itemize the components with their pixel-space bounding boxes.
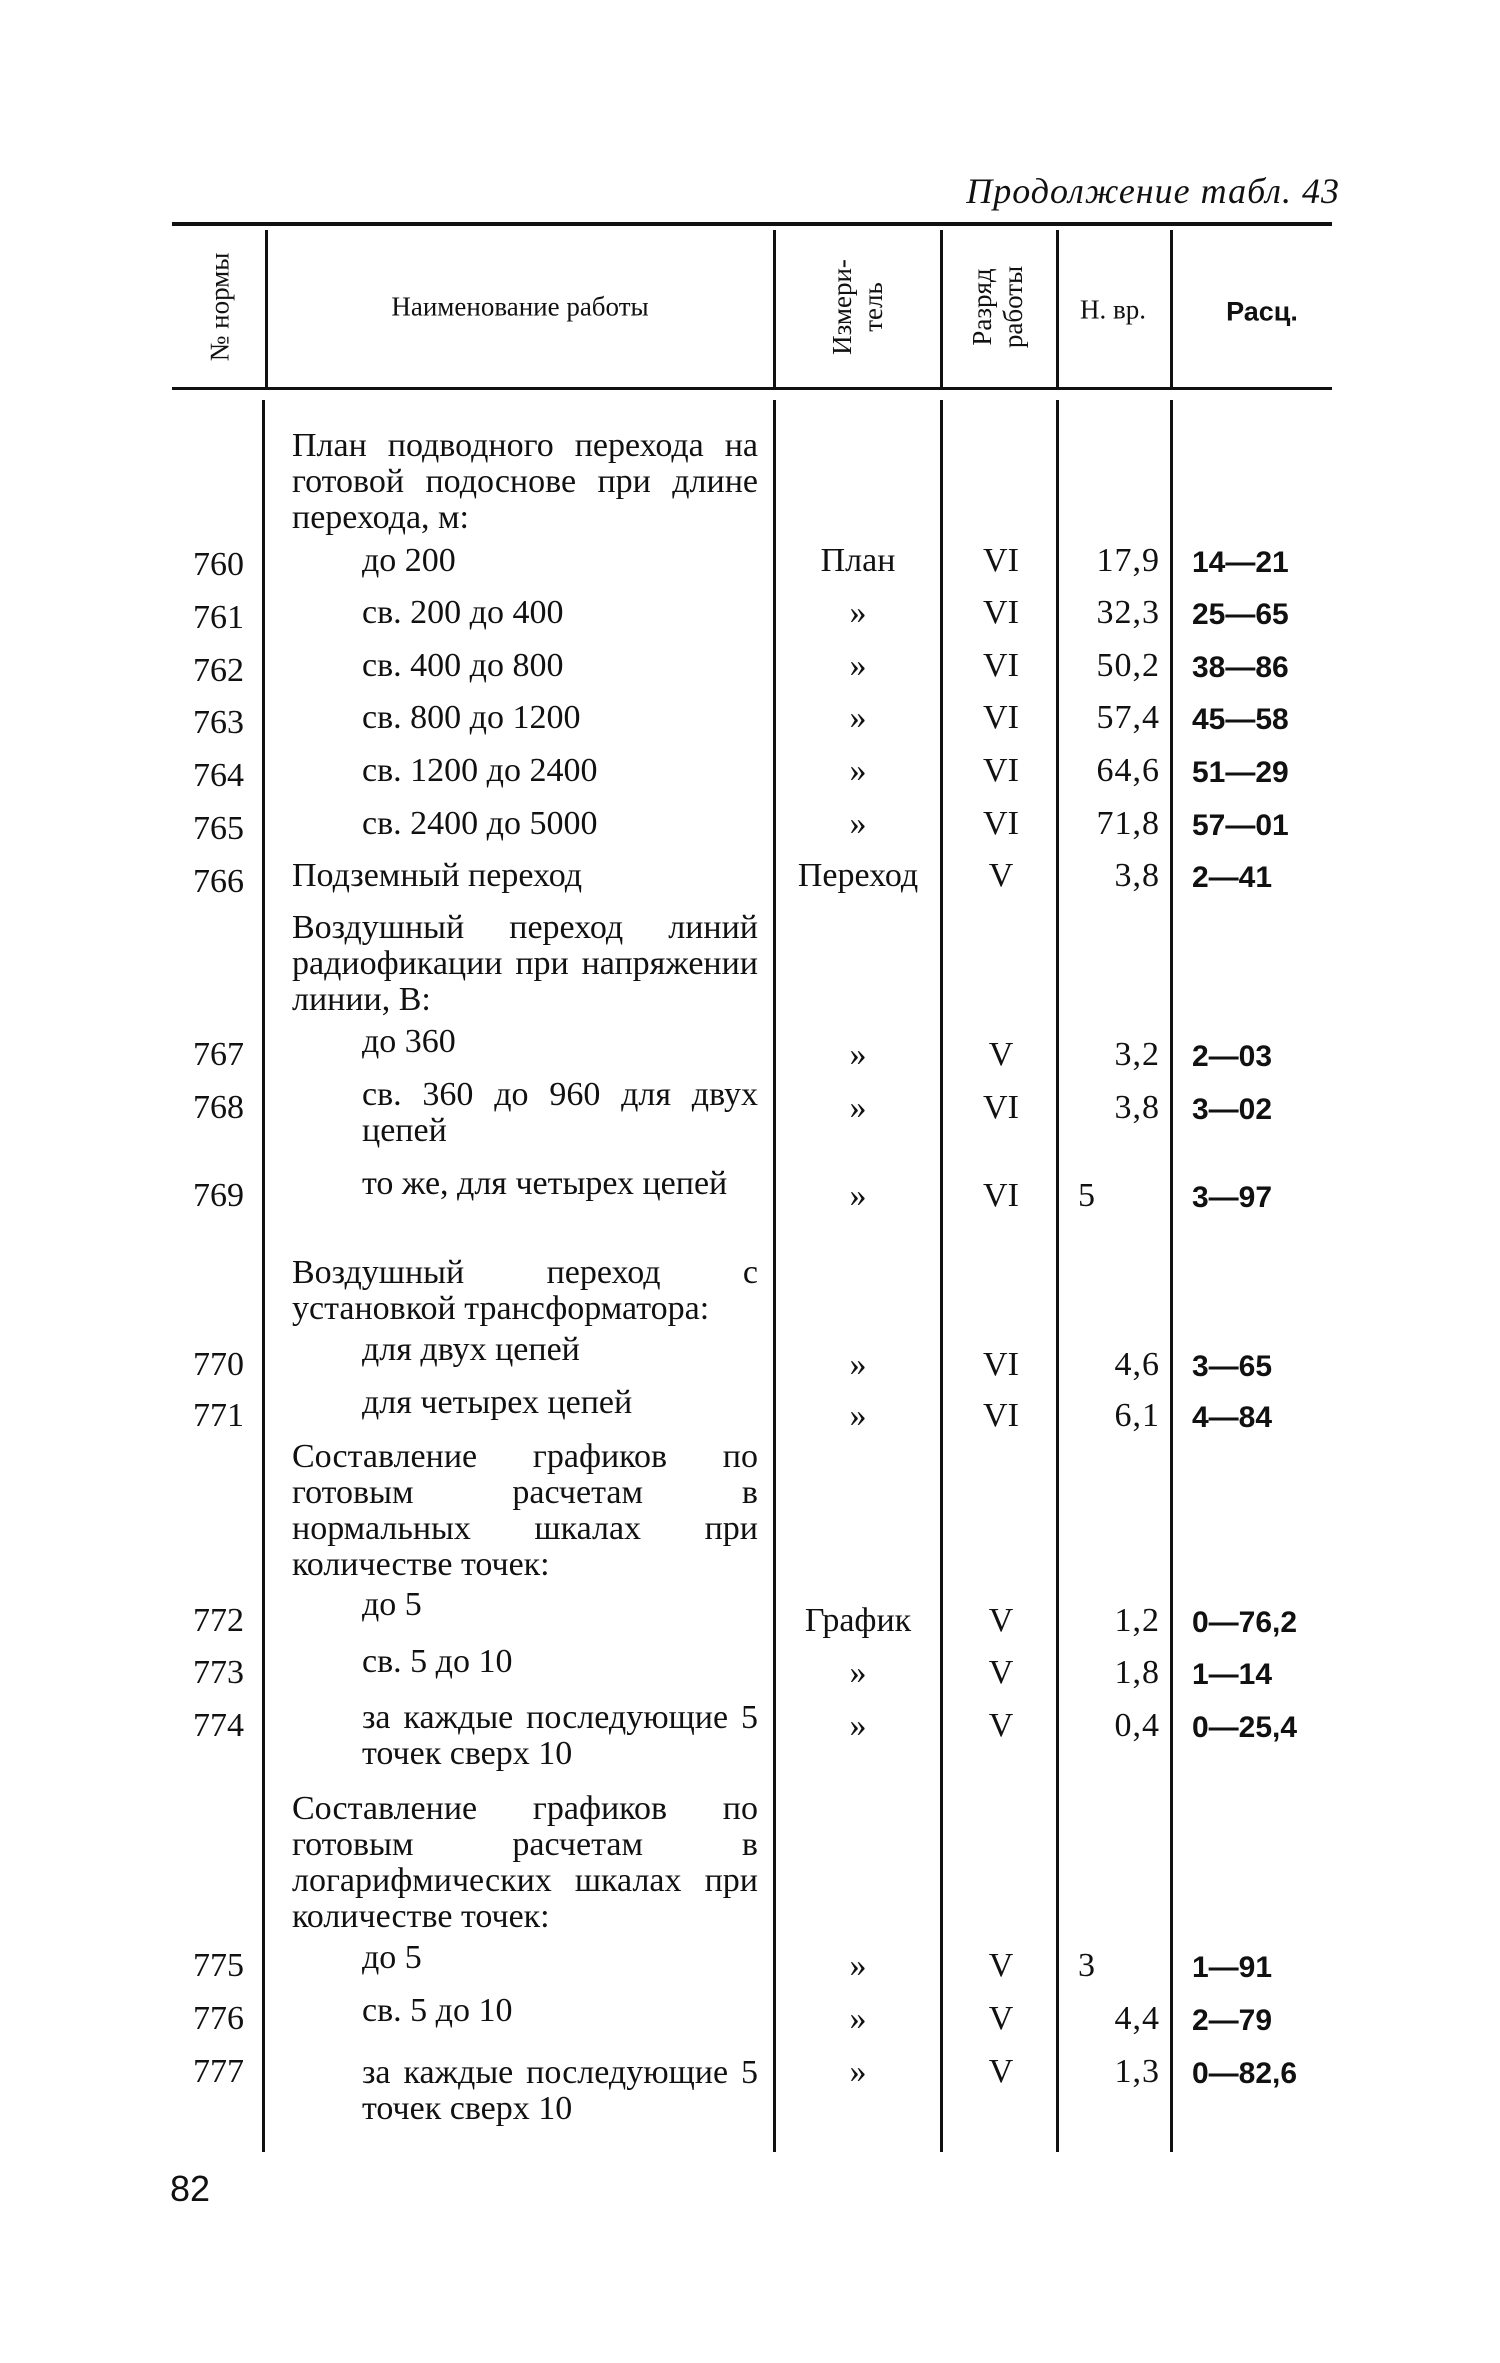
row-unit: » (849, 699, 867, 736)
row-grade: V (988, 857, 1014, 894)
row-unit: » (849, 1707, 867, 1744)
group-heading: Составление графиков по готовым расчетам в логарифмических шкалах при количестве точек: (292, 1790, 758, 1935)
row-name: св. 400 до 800 (362, 647, 564, 684)
row-nvr: 5 (1078, 1177, 1096, 1214)
row-num: 777 (193, 2053, 244, 2090)
row-num: 765 (193, 810, 244, 847)
row-grade: V (988, 1707, 1014, 1744)
header-name: Наименование работы (391, 291, 649, 322)
row-name: св. 360 до 960 для двух цепей (362, 1076, 758, 1149)
row-name: до 360 (362, 1023, 456, 1060)
row-unit: » (849, 1346, 867, 1383)
column-divider (1056, 400, 1059, 2152)
row-rate: 51—29 (1192, 756, 1289, 789)
column-divider (1170, 230, 1173, 387)
row-grade: VI (983, 1397, 1019, 1434)
row-num: 766 (193, 863, 244, 900)
row-name: св. 200 до 400 (362, 594, 564, 631)
row-name: св. 2400 до 5000 (362, 805, 598, 842)
row-nvr: 32,3 (1096, 594, 1160, 631)
header-unit (827, 259, 889, 355)
row-num: 774 (193, 1707, 244, 1744)
row-name: то же, для четырех цепей (362, 1165, 728, 1202)
column-divider (773, 400, 776, 2152)
row-unit: » (849, 1947, 867, 1984)
row-nvr: 1,8 (1114, 1654, 1160, 1691)
row-rate: 38—86 (1192, 651, 1289, 684)
row-nvr: 6,1 (1114, 1397, 1160, 1434)
row-grade: V (988, 2053, 1014, 2090)
header-nvr: Н. вр. (1080, 294, 1146, 325)
row-num: 762 (193, 652, 244, 689)
row-name: за каждые последующие 5 точек сверх 10 (362, 1699, 758, 1772)
row-name: Подземный переход (292, 857, 583, 894)
row-nvr: 0,4 (1114, 1707, 1160, 1744)
header-top-rule (172, 222, 1332, 226)
row-unit: » (849, 805, 867, 842)
row-name: для четырех цепей (362, 1384, 633, 1421)
row-num: 775 (193, 1947, 244, 1984)
row-unit: » (849, 2053, 867, 2090)
column-divider (1056, 230, 1059, 387)
row-nvr: 64,6 (1096, 752, 1160, 789)
header-unit-line1: Измери- (826, 259, 857, 355)
row-nvr: 1,3 (1114, 2053, 1160, 2090)
column-divider (262, 400, 265, 2152)
row-unit: » (849, 2000, 867, 2037)
header-grade-line1: Разряд (966, 268, 997, 346)
row-nvr: 3,2 (1114, 1036, 1160, 1073)
row-grade: V (988, 2000, 1014, 2037)
row-grade: VI (983, 594, 1019, 631)
header-grade (967, 266, 1029, 348)
row-nvr: 17,9 (1096, 542, 1160, 579)
row-rate: 3—97 (1192, 1181, 1273, 1214)
row-nvr: 1,2 (1114, 1602, 1160, 1639)
row-grade: V (988, 1654, 1014, 1691)
row-rate: 14—21 (1192, 546, 1289, 579)
row-rate: 0—25,4 (1192, 1711, 1298, 1744)
column-divider (265, 230, 268, 387)
row-grade: V (988, 1602, 1014, 1639)
row-unit: » (849, 1177, 867, 1214)
row-nvr: 4,4 (1114, 2000, 1160, 2037)
group-heading: План подводного перехода на готовой подоснове при длине перехода, м: (292, 427, 758, 536)
row-num: 776 (193, 2000, 244, 2037)
row-unit: » (849, 1036, 867, 1073)
row-num: 763 (193, 704, 244, 741)
row-num: 773 (193, 1654, 244, 1691)
row-rate: 3—02 (1192, 1093, 1273, 1126)
row-rate: 1—91 (1192, 1951, 1273, 1984)
column-divider (1170, 400, 1173, 2152)
row-rate: 57—01 (1192, 809, 1289, 842)
row-nvr: 50,2 (1096, 647, 1160, 684)
row-name: за каждые последующие 5 точек сверх 10 (362, 2054, 758, 2127)
column-divider (940, 400, 943, 2152)
row-name: св. 1200 до 2400 (362, 752, 598, 789)
row-rate: 2—41 (1192, 861, 1273, 894)
row-rate: 25—65 (1192, 598, 1289, 631)
row-grade: VI (983, 542, 1019, 579)
row-rate: 3—65 (1192, 1350, 1273, 1383)
row-num: 767 (193, 1036, 244, 1073)
row-name: св. 800 до 1200 (362, 699, 581, 736)
row-num: 771 (193, 1397, 244, 1434)
row-unit: Переход (797, 857, 919, 894)
row-unit: График (804, 1602, 912, 1639)
row-unit: » (849, 594, 867, 631)
row-rate: 2—79 (1192, 2004, 1273, 2037)
column-divider (773, 230, 776, 387)
row-name: св. 5 до 10 (362, 1992, 513, 2029)
row-nvr: 3,8 (1114, 1089, 1160, 1126)
row-num: 760 (193, 546, 244, 583)
row-grade: VI (983, 805, 1019, 842)
page-number: 82 (170, 2168, 211, 2209)
group-heading: Составление графиков по готовым расчетам в нормальных шкалах при количестве точек: (292, 1438, 758, 1583)
row-unit: » (849, 752, 867, 789)
row-rate: 2—03 (1192, 1040, 1273, 1073)
row-num: 768 (193, 1089, 244, 1126)
row-rate: 0—76,2 (1192, 1606, 1298, 1639)
row-grade: VI (983, 752, 1019, 789)
row-grade: VI (983, 647, 1019, 684)
row-grade: V (988, 1947, 1014, 1984)
row-num: 772 (193, 1602, 244, 1639)
group-heading: Воздушный переход линий радиофикации при напряжении линии, В: (292, 909, 758, 1018)
row-grade: VI (983, 1089, 1019, 1126)
row-grade: V (988, 1036, 1014, 1073)
row-num: 761 (193, 599, 244, 636)
row-unit: » (849, 1089, 867, 1126)
header-unit-line2: тель (858, 282, 888, 332)
header-rate: Расц. (1226, 296, 1298, 327)
row-rate: 1—14 (1192, 1658, 1273, 1691)
row-num: 764 (193, 757, 244, 794)
row-unit: » (849, 1654, 867, 1691)
header-num: № нормы (204, 252, 235, 362)
row-name: св. 5 до 10 (362, 1643, 513, 1680)
column-divider (940, 230, 943, 387)
row-grade: VI (983, 1346, 1019, 1383)
table-caption: Продолжение табл. 43 (966, 171, 1340, 211)
row-name: до 5 (362, 1586, 422, 1623)
header-grade-line2: работы (998, 265, 1028, 349)
row-grade: VI (983, 699, 1019, 736)
row-nvr: 3 (1078, 1947, 1096, 1984)
row-num: 769 (193, 1177, 244, 1214)
row-name: до 200 (362, 542, 456, 579)
row-nvr: 4,6 (1114, 1346, 1160, 1383)
header-bottom-rule (172, 387, 1332, 390)
row-rate: 4—84 (1192, 1401, 1273, 1434)
group-heading: Воздушный переход с установкой трансформатора: (292, 1254, 758, 1327)
row-grade: VI (983, 1177, 1019, 1214)
row-num: 770 (193, 1346, 244, 1383)
row-nvr: 3,8 (1114, 857, 1160, 894)
row-rate: 0—82,6 (1192, 2057, 1298, 2090)
row-nvr: 57,4 (1096, 699, 1160, 736)
row-rate: 45—58 (1192, 703, 1289, 736)
row-nvr: 71,8 (1096, 805, 1160, 842)
row-unit: План (820, 542, 896, 579)
row-name: до 5 (362, 1939, 422, 1976)
row-name: для двух цепей (362, 1331, 580, 1368)
row-unit: » (849, 647, 867, 684)
row-unit: » (849, 1397, 867, 1434)
